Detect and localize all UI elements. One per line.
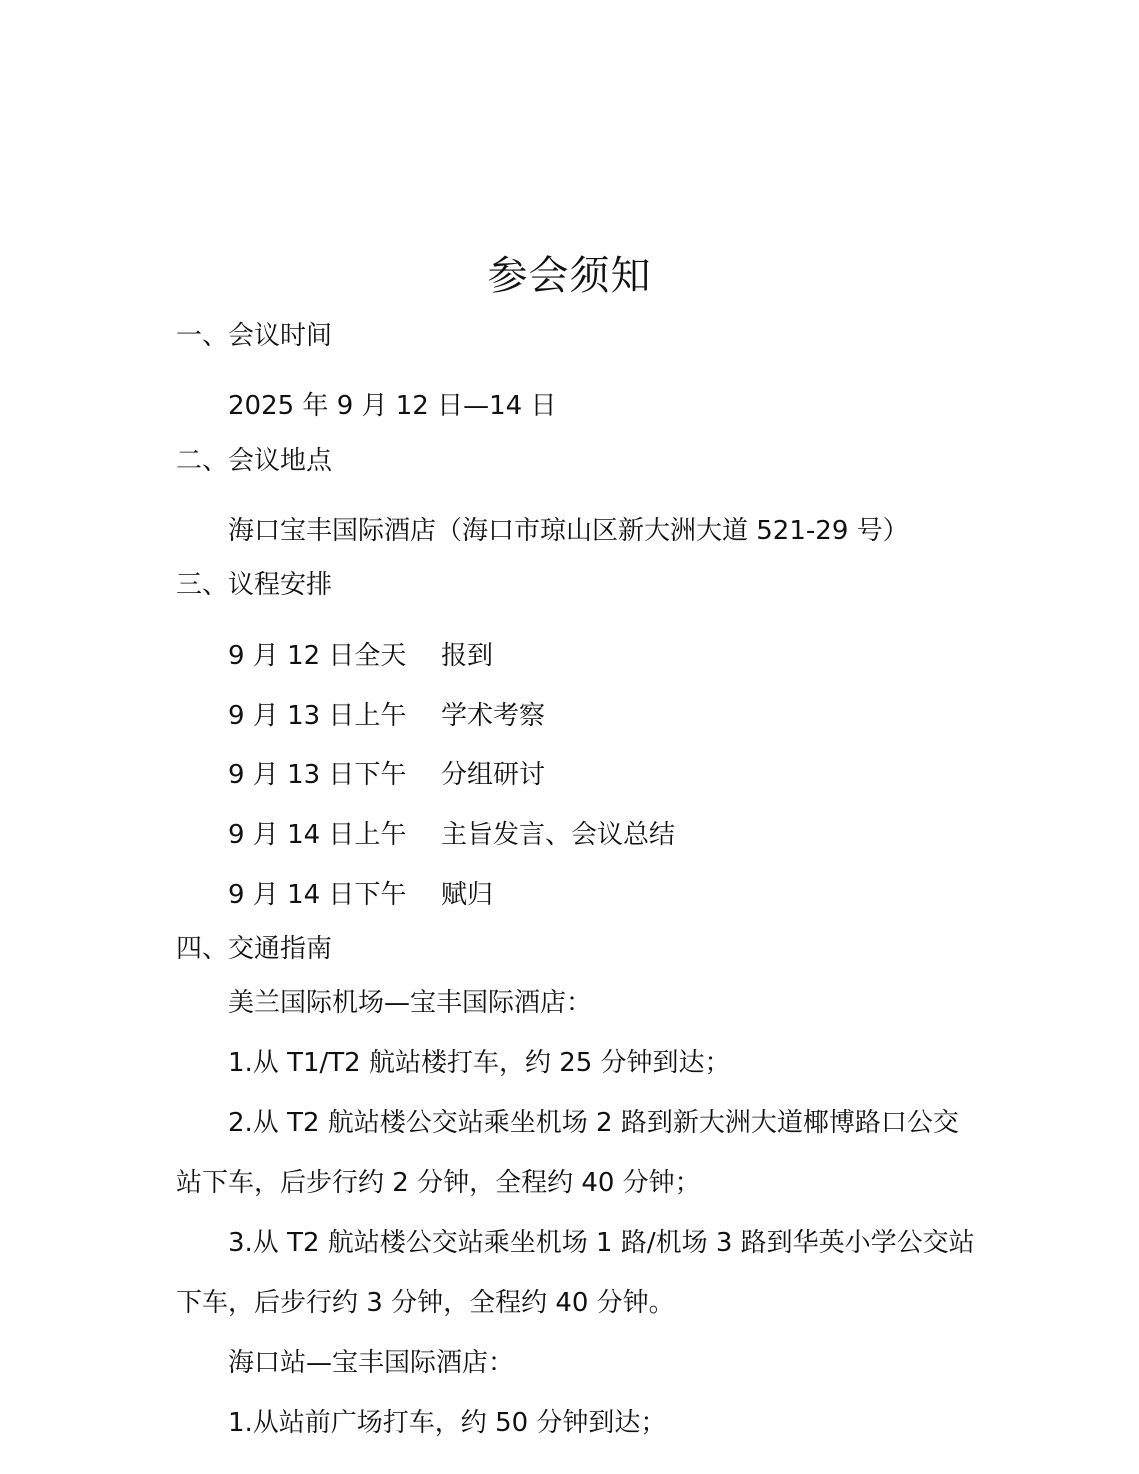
airport-route-line-2: 2.从 T2 航站楼公交站乘坐机场 2 路到新大洲大道椰博路口公交	[228, 1108, 959, 1138]
agenda-event: 分组研讨	[441, 760, 546, 790]
airport-route-line-3: 3.从 T2 航站楼公交站乘坐机场 1 路/机场 3 路到华英小学公交站	[228, 1228, 975, 1258]
agenda-event: 赋归	[441, 880, 494, 910]
agenda-event: 学术考察	[441, 701, 546, 731]
agenda-event: 主旨发言、会议总结	[441, 820, 676, 850]
agenda-date: 9 月 14 日上午	[228, 820, 407, 850]
station-route-line-1: 1.从站前广场打车，约 50 分钟到达；	[228, 1408, 667, 1438]
airport-route-line-3-cont: 下车，后步行约 3 分钟，全程约 40 分钟。	[176, 1288, 675, 1318]
meeting-time-value: 2025 年 9 月 12 日—14 日	[228, 391, 557, 421]
agenda-date: 9 月 13 日下午	[228, 760, 407, 790]
airport-route-line-2-cont: 站下车，后步行约 2 分钟，全程约 40 分钟；	[176, 1168, 701, 1198]
section-heading-traffic: 四、交通指南	[176, 934, 333, 964]
agenda-date: 9 月 13 日上午	[228, 701, 407, 731]
airport-route-title: 美兰国际机场—宝丰国际酒店：	[228, 988, 593, 1018]
page-title: 参会须知	[487, 253, 652, 299]
station-route-title: 海口站—宝丰国际酒店：	[228, 1348, 515, 1378]
agenda-date: 9 月 14 日下午	[228, 880, 407, 910]
section-heading-time: 一、会议时间	[176, 321, 333, 351]
section-heading-place: 二、会议地点	[176, 446, 333, 476]
agenda-date: 9 月 12 日全天	[228, 641, 407, 671]
meeting-place-value: 海口宝丰国际酒店（海口市琼山区新大洲大道 521-29 号）	[228, 516, 909, 546]
section-heading-agenda: 三、议程安排	[176, 570, 333, 600]
agenda-event: 报到	[441, 641, 494, 671]
airport-route-line-1: 1.从 T1/T2 航站楼打车，约 25 分钟到达；	[228, 1048, 731, 1078]
